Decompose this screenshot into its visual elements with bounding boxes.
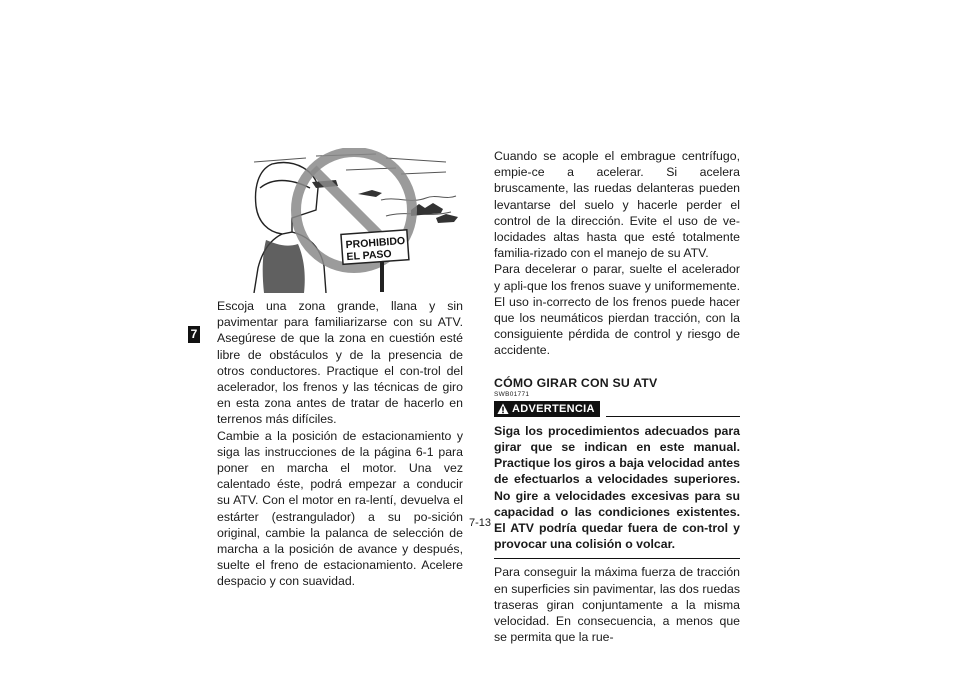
warning-label: ADVERTENCIA	[512, 402, 595, 415]
paragraph: Cuando se acople el embrague centrífugo, empie-ce a acelerar. Si acelera bruscamente, las ruedas delanteras pueden levantarse del suelo y hacerle perder el control de la dirección. Evite el uso de ve-locidades altas hasta que esté totalmente familia-rizado con el manejo de su ATV.	[494, 149, 740, 261]
warning-rule	[606, 416, 740, 417]
left-column	[217, 298, 463, 590]
page-number: 7-13	[468, 517, 492, 529]
paragraph: Para conseguir la máxima fuerza de tracción en superficies sin pavimentar, las dos ruedas traseras giran conjuntamente a la misma velocidad. En consecuencia, a menos que se permita que la rue-	[494, 565, 740, 645]
warning-text: Siga los procedimientos adecuados para girar que se indican en este manual. Practique los giros a baja velocidad antes de efectuarlos a velocidades superiores. No gire a velocidades excesivas para su capacidad o las condiciones existentes. El ATV podría quedar fuera de con-trol y provocar una colisión o volcar.	[494, 423, 740, 552]
warning-icon	[497, 403, 509, 415]
paragraph: Para decelerar o parar, suelte el acelerador y apli-que los frenos suave y uniformemente. El uso in-correcto de los frenos puede hacer que los neumáticos pierdan tracción, con la consiguiente pérdida de control y riesgo de accidente.	[494, 262, 740, 358]
no-entry-illustration	[246, 148, 472, 293]
section-heading: CÓMO GIRAR CON SU ATV	[494, 375, 658, 390]
paragraph: Cambie a la posición de estacionamiento y siga las instrucciones de la página 6-1 para poner en marcha el motor. Una vez calentado éste, podrá empezar a conducir su ATV. Con el motor en ra-lentí, devuelva el estárter (estrangulador) a su po-sición original, cambie la palanca de selección de marcha a la posición de avance y después, suelte el freno de estacionamiento. Acelere despacio y con suavidad.	[217, 428, 463, 589]
chapter-tab: 7	[188, 326, 200, 343]
reference-code: SWB01771	[494, 390, 530, 398]
sign-line1: PROHIBIDO	[345, 234, 406, 252]
warning-end-rule	[494, 558, 740, 559]
illustration	[246, 148, 472, 293]
paragraph: Escoja una zona grande, llana y sin pavimentar para familiarizarse con su ATV. Asegúrese de que la zona en cuestión esté libre de obstáculos y de la presencia de otros conductores. Practique el con-trol del acelerador, los frenos y las técnicas de giro en esta zona antes de tratar de hacerlo en terrenos más difíciles.	[217, 299, 463, 427]
warning-header	[494, 401, 740, 419]
sign-line2: EL PASO	[346, 247, 392, 264]
right-column	[494, 148, 740, 645]
warning-badge	[494, 401, 600, 417]
